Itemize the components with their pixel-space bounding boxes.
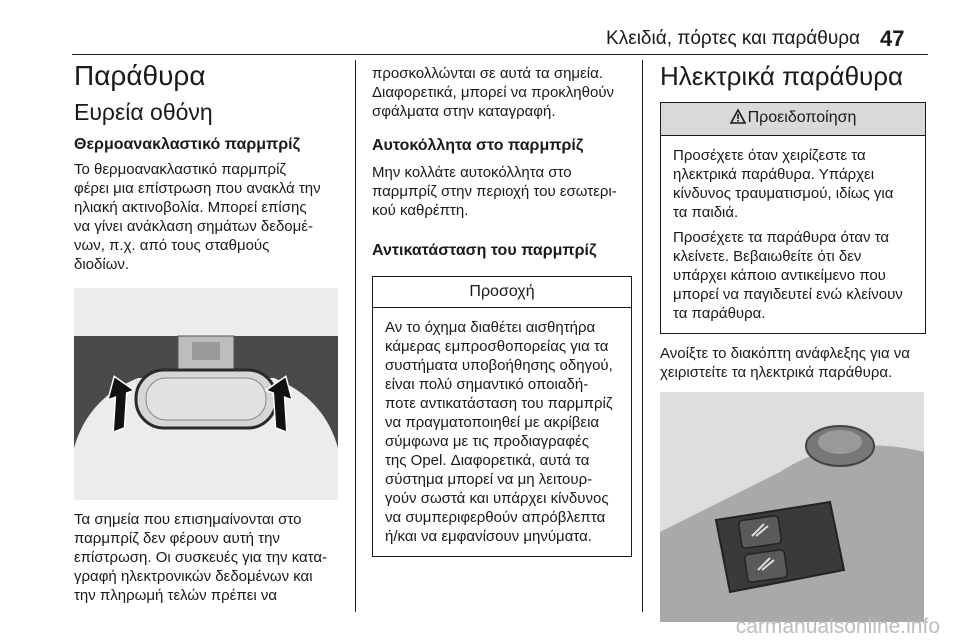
- text-line: κλείνετε. Βεβαιωθείτε ότι δεν: [673, 248, 862, 265]
- text-line: τα παράθυρα.: [673, 305, 766, 322]
- text-line: διοδίων.: [74, 256, 130, 273]
- text-line: σφάλματα στην καταγραφή.: [372, 103, 556, 120]
- text-line: Ανοίξτε το διακόπτη ανάφλεξης για να: [660, 345, 910, 362]
- header-rule: [72, 54, 928, 55]
- caution-title: Προσοχή: [373, 277, 631, 308]
- text-line: Μην κολλάτε αυτοκόλλητα στο: [372, 164, 572, 181]
- text-line: Προσέχετε όταν χειρίζεστε τα: [673, 147, 866, 164]
- warning-text: [661, 136, 925, 333]
- paragraph-ignition: [660, 344, 928, 382]
- text-line: ποτε αντικατάσταση του παρμπρίζ: [385, 395, 613, 412]
- page-number: 47: [880, 26, 905, 51]
- text-line: κού καθρέπτη.: [372, 202, 469, 219]
- paragraph-continued: [372, 64, 634, 121]
- text-line: Αν το όχημα διαθέτει αισθητήρα: [385, 319, 596, 336]
- heading-replacement: Αντικατάσταση του παρμπρίζ: [372, 242, 597, 259]
- text-line: φέρει μια επίστρωση που ανακλά την: [74, 180, 321, 197]
- paragraph-heat-reflective: [74, 160, 344, 274]
- heading-heat-reflective: Θερμοανακλαστικό παρμπρίζ: [74, 136, 300, 153]
- text-line: κίνδυνος τραυματισμού, ιδίως για: [673, 185, 894, 202]
- text-line: να πραγματοποιηθεί με ακρίβεια: [385, 414, 600, 431]
- window-switch-panel: [660, 392, 924, 622]
- text-line: επίστρωση. Οι συσκευές για την κατα-: [74, 549, 328, 566]
- column-2: [372, 60, 634, 557]
- text-line: Τα σημεία που επισημαίνονται στο: [74, 511, 302, 528]
- text-line: να γίνει ανάκλαση σημάτων δεδομέ-: [74, 218, 313, 235]
- warning-box: [660, 102, 926, 334]
- text-line: συστήματα υποβοήθησης οδηγού,: [385, 357, 613, 374]
- text-line: να συμπεριφερθούν απρόβλεπτα: [385, 509, 606, 526]
- subtitle: Ευρεία οθόνη: [74, 99, 213, 125]
- windshield-figure: [74, 288, 338, 500]
- window-switch-figure: [660, 392, 924, 622]
- column-separator: [355, 60, 356, 612]
- text-line: παρμπρίζ στην περιοχή του εσωτερι-: [372, 183, 617, 200]
- text-line: είναι πολύ σημαντικό οποιαδή-: [385, 376, 589, 393]
- text-line: ηλιακή ακτινοβολία. Μπορεί επίσης: [74, 199, 307, 216]
- text-line: κάμερας εμπροσθοπορείας για τα: [385, 338, 609, 355]
- paragraph-stickers: [372, 163, 634, 220]
- warning-title: Προειδοποίηση: [747, 109, 857, 126]
- text-line: χειριστείτε τα ηλεκτρικά παράθυρα.: [660, 364, 893, 381]
- heading-stickers: Αυτοκόλλητα στο παρμπρίζ: [372, 137, 584, 154]
- text-line: μπορεί να παγιδευτεί ενώ κλείνουν: [673, 286, 903, 303]
- text-line: Διαφορετικά, μπορεί να προκληθούν: [372, 84, 615, 101]
- caution-box: [372, 276, 632, 557]
- section-heading: Ηλεκτρικά παράθυρα: [660, 61, 904, 91]
- text-line: προσκολλώνται σε αυτά τα σημεία.: [372, 65, 603, 82]
- text-line: της Opel. Διαφορετικά, αυτά τα: [385, 452, 590, 469]
- text-line: Προσέχετε τα παράθυρα όταν τα: [673, 229, 890, 246]
- text-line: τα παιδιά.: [673, 204, 739, 221]
- text-line: ή/και να εμφανίσουν μηνύματα.: [385, 528, 592, 545]
- text-line: την πληρωμή τελών πρέπει να: [74, 587, 278, 604]
- watermark: carmanualsonline.info: [735, 615, 940, 638]
- column-separator: [642, 60, 643, 612]
- column-1: [74, 60, 344, 605]
- column-3: [660, 60, 928, 622]
- text-line: υπάρχει κάποιο αντικείμενο που: [673, 267, 886, 284]
- caption-uncoated-area: [74, 510, 344, 605]
- warning-header: [661, 103, 925, 136]
- text-line: Το θερμοανακλαστικό παρμπρίζ: [74, 161, 287, 178]
- caution-text: [373, 308, 631, 556]
- text-line: ηλεκτρικά παράθυρα. Υπάρχει: [673, 166, 875, 183]
- text-line: παρμπρίζ δεν φέρουν αυτή την: [74, 530, 280, 547]
- text-line: γούν σωστά και υπάρχει κίνδυνος: [385, 490, 609, 507]
- text-line: γραφή ηλεκτρονικών δεδομένων και: [74, 568, 313, 585]
- windshield-mirror-arrows: [74, 288, 338, 500]
- text-line: σύμφωνα με τις προδιαγραφές: [385, 433, 589, 450]
- text-line: νων, π.χ. από τους σταθμούς: [74, 237, 270, 254]
- section-title: Κλειδιά, πόρτες και παράθυρα: [606, 28, 860, 49]
- warning-triangle-icon: [730, 109, 746, 129]
- page-title: Παράθυρα: [74, 60, 206, 91]
- text-line: σύστημα μπορεί να μη λειτουρ-: [385, 471, 593, 488]
